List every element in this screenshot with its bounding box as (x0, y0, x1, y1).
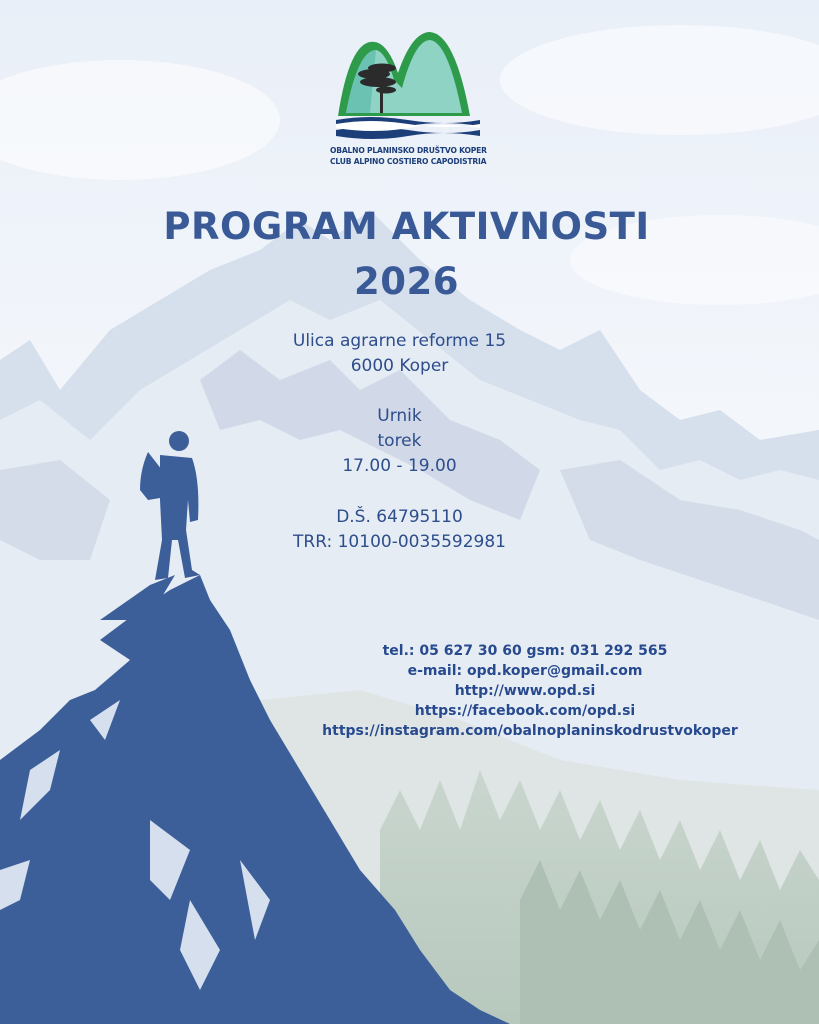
logo-text-slovenian: OBALNO PLANINSKO DRUŠTVO KOPER (330, 146, 487, 155)
website-link[interactable]: http://www.opd.si (454, 683, 596, 699)
address-city: 6000 Koper (350, 356, 449, 376)
page-title-year: 2026 (354, 260, 459, 303)
instagram-link[interactable]: https://instagram.com/obalnoplaninskodrustvokoper (322, 723, 738, 739)
schedule-label: Urnik (377, 406, 422, 426)
address-street: Ulica agrarne reforme 15 (292, 331, 507, 351)
logo-text-italian: CLUB ALPINO COSTIERO CAPODISTRIA (330, 157, 487, 166)
contact-email-link[interactable]: e-mail: opd.koper@gmail.com (407, 663, 643, 679)
tax-number: D.Š. 64795110 (336, 507, 463, 527)
page-title: PROGRAM AKTIVNOSTI (163, 205, 650, 248)
contact-phone: tel.: 05 627 30 60 gsm: 031 292 565 (382, 643, 668, 659)
schedule-hours: 17.00 - 19.00 (342, 456, 457, 476)
schedule-day: torek (377, 431, 422, 451)
facebook-link[interactable]: https://facebook.com/opd.si (414, 703, 636, 719)
bank-account: TRR: 10100-0035592981 (293, 532, 506, 552)
